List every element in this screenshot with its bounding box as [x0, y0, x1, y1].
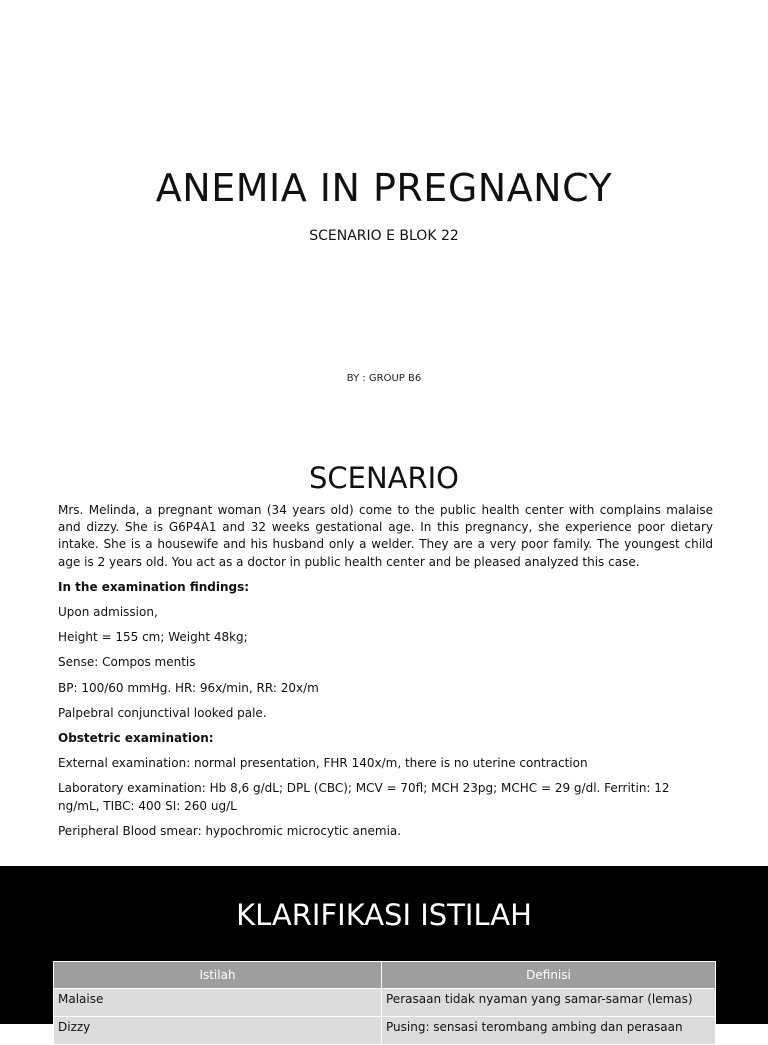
- laboratory-line: Laboratory examination: Hb 8,6 g/dL; DPL (CBC); MCV = 70fl; MCH 23pg; MCHC = 29 g/dl. Ferritin: 12 ng/mL, TIBC: 400 SI: 260 ug/L: [58, 781, 670, 813]
- terms-table: [53, 961, 716, 1045]
- presentation-subtitle: SCENARIO E BLOK 22: [309, 228, 459, 244]
- vitals-line: BP: 100/60 mmHg. HR: 96x/min, RR: 20x/m: [58, 680, 319, 695]
- clarification-slide: [0, 866, 768, 1034]
- clarification-title: KLARIFIKASI ISTILAH: [236, 898, 532, 932]
- height-weight-line: Height = 155 cm; Weight 48kg;: [58, 630, 248, 645]
- sense-line: Sense: Compos mentis: [58, 655, 196, 670]
- external-exam-line: External examination: normal presentation, FHR 140x/m, there is no uterine contraction: [58, 756, 588, 771]
- scenario-intro: Mrs. Melinda, a pregnant woman (34 years old) come to the public health center with complains malaise and dizzy. She is G6P4A1 and 32 weeks gestational age. In this pregnancy, she experience poor dietary intake. She is a housewife and his husband only a welder. They are a very poor family. The youngest child age is 2 years old. You act as a doctor in public health center and be pleased analyzed this case.: [58, 503, 713, 569]
- definition-cell: Pusing: sensasi terombang ambing dan perasaan: [382, 1017, 716, 1045]
- column-header-term: Istilah: [54, 962, 382, 989]
- author-byline: BY : GROUP B6: [346, 373, 422, 384]
- term-cell: Malaise: [54, 989, 382, 1017]
- admission-line: Upon admission,: [58, 605, 158, 620]
- presentation-title: ANEMIA IN PREGNANCY: [155, 166, 613, 210]
- column-header-definition: Definisi: [382, 962, 716, 989]
- definition-cell: Perasaan tidak nyaman yang samar-samar (lemas): [382, 989, 716, 1017]
- table-row: [54, 989, 716, 1017]
- title-slide: [0, 0, 768, 445]
- scenario-content: [58, 502, 713, 848]
- table-header-row: [54, 962, 716, 989]
- exam-heading: In the examination findings:: [58, 579, 250, 594]
- blood-smear-line: Peripheral Blood smear: hypochromic microcytic anemia.: [58, 823, 402, 838]
- table-row: [54, 1017, 716, 1045]
- scenario-slide: [0, 445, 768, 866]
- scenario-title: SCENARIO: [308, 461, 460, 495]
- obstetric-heading: Obstetric examination:: [58, 731, 214, 746]
- term-cell: Dizzy: [54, 1017, 382, 1045]
- palpebral-line: Palpebral conjunctival looked pale.: [58, 705, 267, 720]
